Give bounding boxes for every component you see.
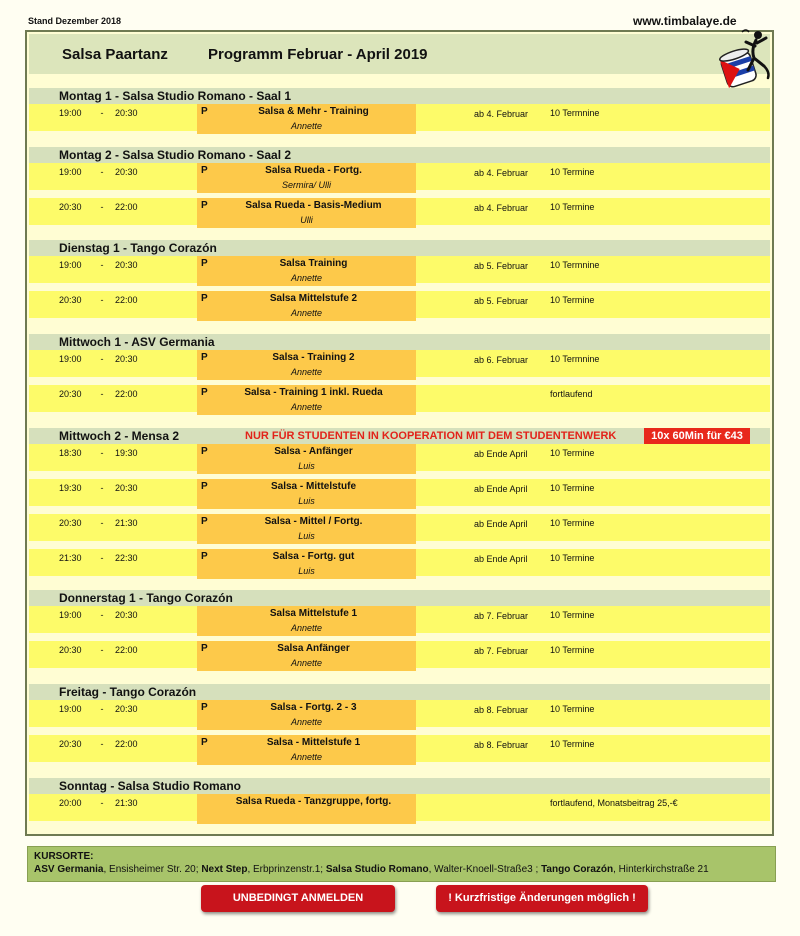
location-name: ASV Germania [34,864,104,875]
time-range [59,389,138,399]
day-title: Donnerstag 1 - Tango Corazón [59,591,233,605]
website-link[interactable]: www.timbalaye.de [633,14,737,28]
day-header [29,428,770,444]
course-cell [197,256,416,286]
session-count: 10 Termine [550,518,595,528]
course-row [29,549,770,579]
course-cell [197,735,416,765]
day-header [29,778,770,794]
course-row [29,385,770,415]
schedule-frame [25,30,774,836]
time-from: 19:00 [59,610,82,620]
teacher-name: Annette [290,121,323,131]
time-range [59,167,138,177]
time-range [59,448,138,458]
session-count: 10 Termine [550,704,595,714]
time-to: 20:30 [115,167,138,177]
course-locations-list [34,863,769,876]
course-cell [197,606,416,636]
teacher-name: Luis [298,531,315,541]
start-date: ab 8. Februar [474,705,529,715]
location-address: , Erbprinzenstr.1; [247,864,326,875]
time-separator: - [100,645,104,655]
course-row [29,350,770,380]
time-separator: - [100,518,104,528]
start-date: ab Ende April [474,519,528,529]
time-separator: - [100,610,104,620]
time-from: 20:30 [59,739,82,749]
pair-marker: P [201,446,208,457]
course-name: Salsa Training [279,258,348,269]
price-badge: 10x 60Min für €43 [644,428,750,445]
teacher-name: Annette [290,752,323,762]
course-name: Salsa - Fortg. gut [272,551,355,562]
day-header [29,334,770,350]
day-title: Mittwoch 2 - Mensa 2 [59,429,180,443]
day-title: Sonntag - Salsa Studio Romano [59,779,242,793]
course-name: Salsa - Training 1 inkl. Rueda [244,387,383,398]
course-name: Salsa Rueda - Basis-Medium [245,200,382,211]
time-to: 22:00 [115,645,138,655]
time-from: 20:00 [59,798,82,808]
time-separator: - [100,798,104,808]
time-separator: - [100,704,104,714]
day-title: Dienstag 1 - Tango Corazón [59,241,217,255]
time-separator: - [100,295,104,305]
time-to: 20:30 [115,483,138,493]
course-row [29,198,770,228]
register-button[interactable]: UNBEDINGT ANMELDEN [201,885,395,912]
time-from: 18:30 [59,448,82,458]
teacher-name: Luis [298,461,315,471]
course-cell [197,385,416,415]
time-range [59,518,138,528]
time-to: 22:00 [115,202,138,212]
course-row [29,291,770,321]
course-name: Salsa - Mittel / Fortg. [264,516,363,527]
pair-marker: P [201,165,208,176]
session-count: 10 Termine [550,167,595,177]
session-count: 10 Termine [550,295,595,305]
day-header [29,684,770,700]
course-cell [197,514,416,544]
location-name: Next Step [201,864,248,875]
page-title: Salsa Paartanz [62,46,168,63]
course-name: Salsa - Training 2 [272,352,355,363]
start-date: ab 5. Februar [474,261,529,271]
session-count: 10 Termine [550,448,595,458]
time-range [59,704,138,714]
course-name: Salsa Rueda - Tanzgruppe, fortg. [235,796,392,807]
start-date: ab 5. Februar [474,296,529,306]
course-cell [197,444,416,474]
teacher-name: Annette [290,367,323,377]
course-locations-heading: KURSORTE: [34,851,94,862]
time-to: 20:30 [115,108,138,118]
student-notice: NUR FÜR STUDENTEN IN KOOPERATION MIT DEM STUDENTENWERK [245,430,617,442]
time-from: 20:30 [59,295,82,305]
course-row [29,163,770,193]
time-from: 19:30 [59,483,82,493]
course-row [29,479,770,509]
location-address: , Hinterkirchstraße 21 [613,864,709,875]
teacher-name: Sermira/ Ulli [281,180,331,190]
day-title: Montag 2 - Salsa Studio Romano - Saal 2 [59,148,292,162]
time-to: 22:30 [115,553,138,563]
schedule-header [29,34,770,74]
session-count: fortlaufend, Monatsbeitrag 25,-€ [550,798,678,808]
session-count: 10 Termine [550,553,595,563]
dancer-drum-logo-icon [718,26,774,88]
day-header [29,590,770,606]
session-count: 10 Termine [550,202,595,212]
time-range [59,483,138,493]
time-from: 19:00 [59,108,82,118]
pair-marker: P [201,293,208,304]
course-row [29,514,770,544]
time-to: 22:00 [115,295,138,305]
course-name: Salsa Anfänger [277,643,350,654]
time-to: 20:30 [115,354,138,364]
pair-marker: P [201,200,208,211]
pair-marker: P [201,258,208,269]
time-from: 20:30 [59,202,82,212]
time-to: 19:30 [115,448,138,458]
time-from: 19:00 [59,354,82,364]
course-row [29,104,770,134]
day-title: Mittwoch 1 - ASV Germania [59,335,215,349]
pair-marker: P [201,702,208,713]
pair-marker: P [201,481,208,492]
teacher-name: Annette [290,623,323,633]
course-cell [197,700,416,730]
time-from: 21:30 [59,553,82,563]
time-from: 19:00 [59,260,82,270]
course-cell [197,350,416,380]
teacher-name: Annette [290,273,323,283]
time-range [59,739,138,749]
start-date: ab Ende April [474,449,528,459]
teacher-name: Ulli [300,215,313,225]
pair-marker: P [201,737,208,748]
course-locations [27,846,776,882]
pair-marker: P [201,106,208,117]
start-date: ab 4. Februar [474,168,529,178]
time-from: 19:00 [59,704,82,714]
time-range [59,354,138,364]
course-name: Salsa & Mehr - Training [258,106,369,117]
time-separator: - [100,483,104,493]
time-to: 20:30 [115,610,138,620]
time-to: 21:30 [115,798,138,808]
start-date: ab 7. Februar [474,646,529,656]
time-range [59,610,138,620]
course-row [29,641,770,671]
course-cell [197,479,416,509]
course-row [29,444,770,474]
start-date: ab 8. Februar [474,740,529,750]
time-from: 20:30 [59,389,82,399]
day-title: Freitag - Tango Corazón [59,685,197,699]
time-separator: - [100,739,104,749]
session-count: 10 Termnine [550,108,600,118]
time-range [59,798,138,808]
day-title: Montag 1 - Salsa Studio Romano - Saal 1 [59,89,292,103]
page-subtitle: Programm Februar - April 2019 [208,46,428,63]
session-count: 10 Termine [550,483,595,493]
course-row [29,794,770,824]
teacher-name: Luis [298,496,315,506]
time-from: 20:30 [59,645,82,655]
teacher-name: Annette [290,658,323,668]
session-count: 10 Termine [550,739,595,749]
changes-notice-button[interactable]: ! Kurzfristige Änderungen möglich ! [436,885,648,912]
location-address: , Ensisheimer Str. 20; [103,864,202,875]
time-separator: - [100,260,104,270]
session-count: fortlaufend [550,389,593,399]
course-name: Salsa - Anfänger [274,446,353,457]
time-to: 22:00 [115,389,138,399]
location-address: , Walter-Knoell-Straße3 ; [428,864,542,875]
course-cell [197,794,416,824]
time-range [59,645,138,655]
course-cell [197,104,416,134]
start-date: ab 6. Februar [474,355,529,365]
time-separator: - [100,448,104,458]
course-row [29,700,770,730]
teacher-name: Annette [290,717,323,727]
start-date: ab 4. Februar [474,203,529,213]
time-to: 22:00 [115,739,138,749]
course-name: Salsa - Mittelstufe 1 [266,737,361,748]
course-cell [197,641,416,671]
time-separator: - [100,389,104,399]
session-count: 10 Termine [550,610,595,620]
course-name: Salsa - Fortg. 2 - 3 [270,702,357,713]
time-range [59,260,138,270]
day-header [29,240,770,256]
start-date: ab Ende April [474,554,528,564]
time-to: 20:30 [115,260,138,270]
teacher-name: Luis [298,566,315,576]
course-name: Salsa Mittelstufe 1 [269,608,358,619]
course-name: Salsa Mittelstufe 2 [269,293,358,304]
stand-date: Stand Dezember 2018 [28,16,122,26]
pair-marker: P [201,352,208,363]
location-name: Tango Corazón [541,864,614,875]
time-range [59,295,138,305]
course-name: Salsa - Mittelstufe [270,481,357,492]
pair-marker: P [201,516,208,527]
course-cell [197,291,416,321]
course-cell [197,549,416,579]
pair-marker: P [201,551,208,562]
time-range [59,202,138,212]
course-row [29,256,770,286]
pair-marker: P [201,387,208,398]
time-separator: - [100,202,104,212]
start-date: ab Ende April [474,484,528,494]
time-separator: - [100,354,104,364]
teacher-name: Annette [290,402,323,412]
session-count: 10 Termine [550,645,595,655]
day-header [29,88,770,104]
teacher-name: Annette [290,308,323,318]
pair-marker: P [201,643,208,654]
time-range [59,108,138,118]
time-to: 21:30 [115,518,138,528]
time-separator: - [100,167,104,177]
start-date: ab 4. Februar [474,109,529,119]
time-range [59,553,138,563]
course-row [29,606,770,636]
time-from: 20:30 [59,518,82,528]
time-separator: - [100,553,104,563]
location-name: Salsa Studio Romano [325,864,429,875]
course-cell [197,198,416,228]
session-count: 10 Termnine [550,354,600,364]
time-to: 20:30 [115,704,138,714]
session-count: 10 Termnine [550,260,600,270]
time-from: 19:00 [59,167,82,177]
day-header [29,147,770,163]
course-cell [197,163,416,193]
course-name: Salsa Rueda - Fortg. [265,165,362,176]
start-date: ab 7. Februar [474,611,529,621]
time-separator: - [100,108,104,118]
course-row [29,735,770,765]
